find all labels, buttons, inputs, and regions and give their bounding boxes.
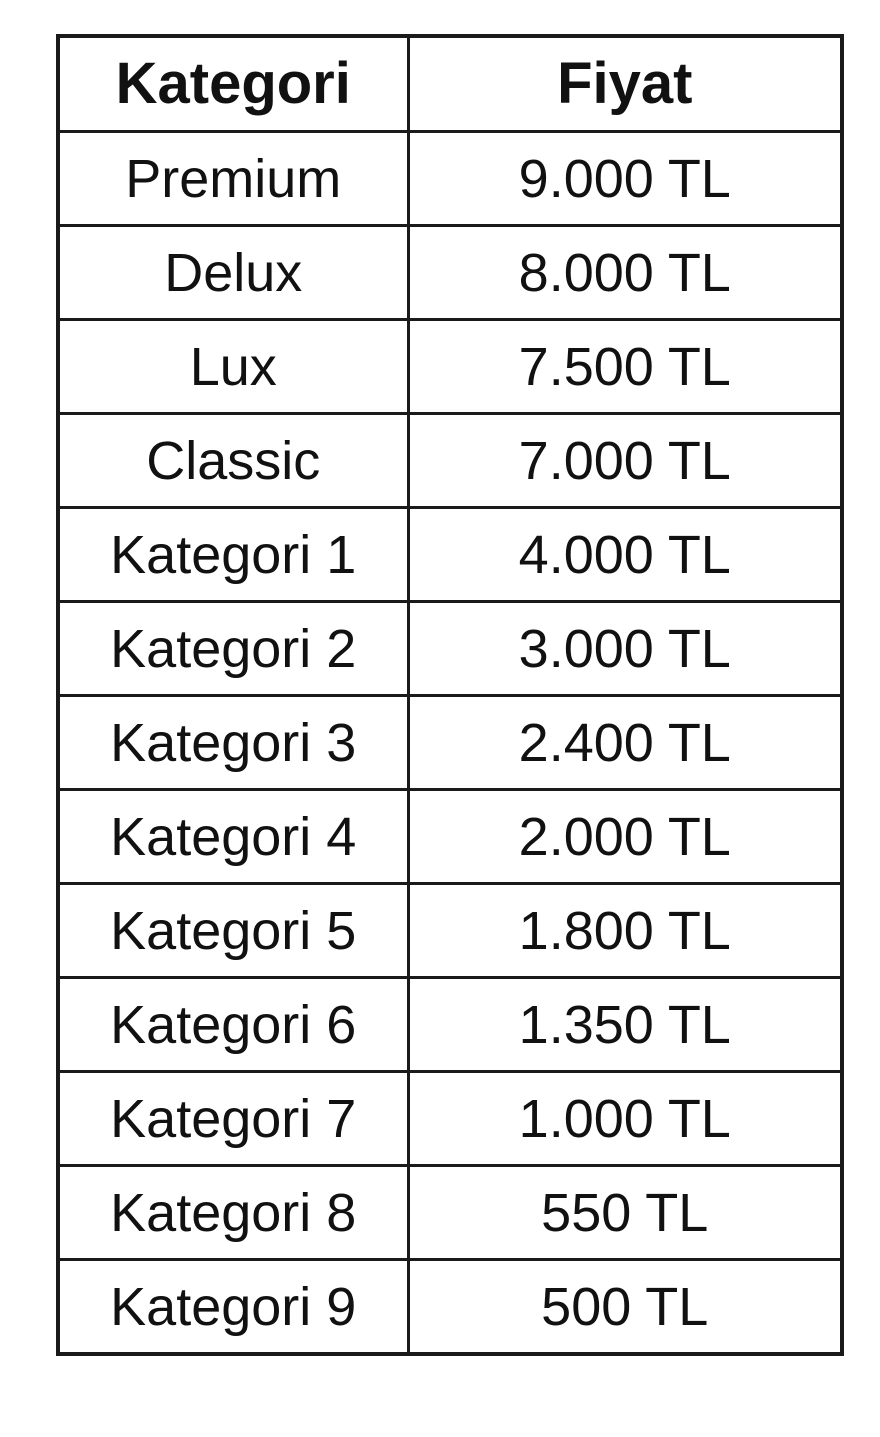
category-cell: Kategori 4	[58, 790, 408, 884]
price-cell: 7.000 TL	[408, 414, 842, 508]
price-cell: 4.000 TL	[408, 508, 842, 602]
category-cell: Lux	[58, 320, 408, 414]
category-cell: Kategori 8	[58, 1166, 408, 1260]
table-row	[58, 320, 842, 414]
category-column-header: Kategori	[58, 36, 408, 132]
table-row	[58, 132, 842, 226]
category-cell: Premium	[58, 132, 408, 226]
table-row	[58, 884, 842, 978]
table-header	[58, 36, 842, 132]
category-cell: Kategori 3	[58, 696, 408, 790]
header-row	[58, 36, 842, 132]
table-row	[58, 696, 842, 790]
price-cell: 550 TL	[408, 1166, 842, 1260]
table-row	[58, 1072, 842, 1166]
category-cell: Kategori 9	[58, 1260, 408, 1355]
table-row	[58, 602, 842, 696]
price-column-header: Fiyat	[408, 36, 842, 132]
price-cell: 7.500 TL	[408, 320, 842, 414]
table-row	[58, 790, 842, 884]
category-cell: Kategori 6	[58, 978, 408, 1072]
category-cell: Kategori 2	[58, 602, 408, 696]
table-row	[58, 226, 842, 320]
category-cell: Kategori 7	[58, 1072, 408, 1166]
price-cell: 3.000 TL	[408, 602, 842, 696]
price-table	[56, 34, 844, 1356]
price-cell: 1.350 TL	[408, 978, 842, 1072]
category-cell: Delux	[58, 226, 408, 320]
table-row	[58, 1260, 842, 1355]
table-row	[58, 1166, 842, 1260]
table-body	[58, 132, 842, 1355]
table-row	[58, 414, 842, 508]
price-cell: 2.400 TL	[408, 696, 842, 790]
price-cell: 1.000 TL	[408, 1072, 842, 1166]
price-cell: 9.000 TL	[408, 132, 842, 226]
price-cell: 500 TL	[408, 1260, 842, 1355]
category-cell: Kategori 5	[58, 884, 408, 978]
table-row	[58, 978, 842, 1072]
table-row	[58, 508, 842, 602]
price-cell: 2.000 TL	[408, 790, 842, 884]
category-cell: Kategori 1	[58, 508, 408, 602]
category-cell: Classic	[58, 414, 408, 508]
price-cell: 1.800 TL	[408, 884, 842, 978]
price-cell: 8.000 TL	[408, 226, 842, 320]
